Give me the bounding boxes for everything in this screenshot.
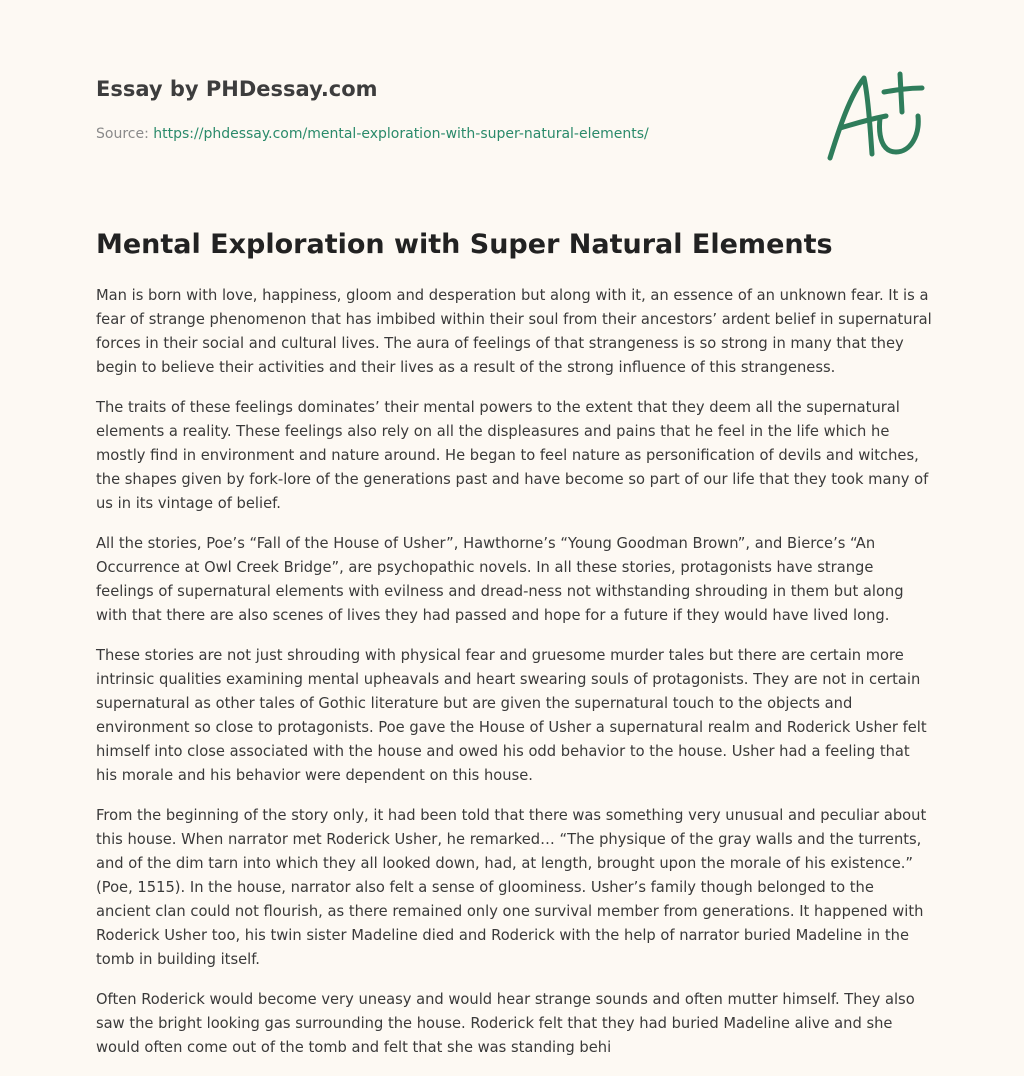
source-label: Source:	[96, 126, 149, 142]
essay-paragraph: The traits of these feelings dominates’ their mental powers to the extent that they deem all the supernatural elements a reality. These feelings also rely on all the displeasures and pains that he feel in the life which he mostly find in environment and nature around. He began to feel nature as personification of devils and witches, the shapes given by fork-lore of the generations past and have become so part of our life that they took many of us in its vintage of belief.	[96, 399, 929, 512]
essay-title: Mental Exploration with Super Natural Elements	[96, 229, 833, 260]
essay-body	[96, 284, 932, 1076]
essay-paragraph: These stories are not just shrouding with physical fear and gruesome murder tales but there are certain more intrinsic qualities examining mental upheavals and heart swearing souls of protagonists. They are not in certain supernatural as other tales of Gothic literature but are given the supernatural touch to the objects and environment so close to protagonists. Poe gave the House of Usher a supernatural realm and Roderick Usher felt himself into close associated with the house and owed his odd behavior to the house. Usher had a feeling that his morale and his behavior were dependent on this house.	[96, 647, 927, 784]
brand-title: Essay by PHDessay.com	[96, 77, 378, 101]
source-line	[96, 124, 796, 144]
essay-header	[96, 74, 796, 144]
essay-paragraph: From the beginning of the story only, it had been told that there was something very unusual and peculiar about this house. When narrator met Roderick Usher, he remarked… “The physique of the gray walls and the turrents, and of the dim tarn into which they all looked down, had, at length, brought upon the morale of his existence.” (Poe, 1515). In the house, narrator also felt a sense of gloominess. Usher’s family though belonged to the ancient clan could not flourish, as there remained only one survival member from generations. It happened with Roderick Usher too, his twin sister Madeline died and Roderick with the help of narrator buried Madeline in the tomb in building itself.	[96, 807, 927, 968]
essay-paragraph: All the stories, Poe’s “Fall of the House of Usher”, Hawthorne’s “Young Goodman Brown”, and Bierce’s “An Occurrence at Owl Creek Bridge”, are psychopathic novels. In all these stories, protagonists have strange feelings of supernatural elements with evilness and dread-ness not withstanding shrouding in them but along with that there are also scenes of lives they had passed and hope for a future if they would have lived long.	[96, 535, 904, 624]
essay-paragraph: Man is born with love, happiness, gloom and desperation but along with it, an essence of an unknown fear. It is a fear of strange phenomenon that has imbibed within their soul from their ancestors’ ardent belief in supernatural forces in their social and cultural lives. The aura of feelings of that strangeness is so strong in many that they begin to believe their activities and their lives as a result of the strong influence of this strangeness.	[96, 287, 932, 376]
essay-paragraph: Often Roderick would become very uneasy and would hear strange sounds and often mutter himself. They also saw the bright looking gas surrounding the house. Roderick felt that they had buried Madeline alive and she would often come out of the tomb and felt that she was standing behi	[96, 991, 915, 1056]
source-link[interactable]: https://phdessay.com/mental-exploration-with-super-natural-elements/	[153, 126, 649, 142]
a-plus-logo-icon	[820, 66, 930, 166]
